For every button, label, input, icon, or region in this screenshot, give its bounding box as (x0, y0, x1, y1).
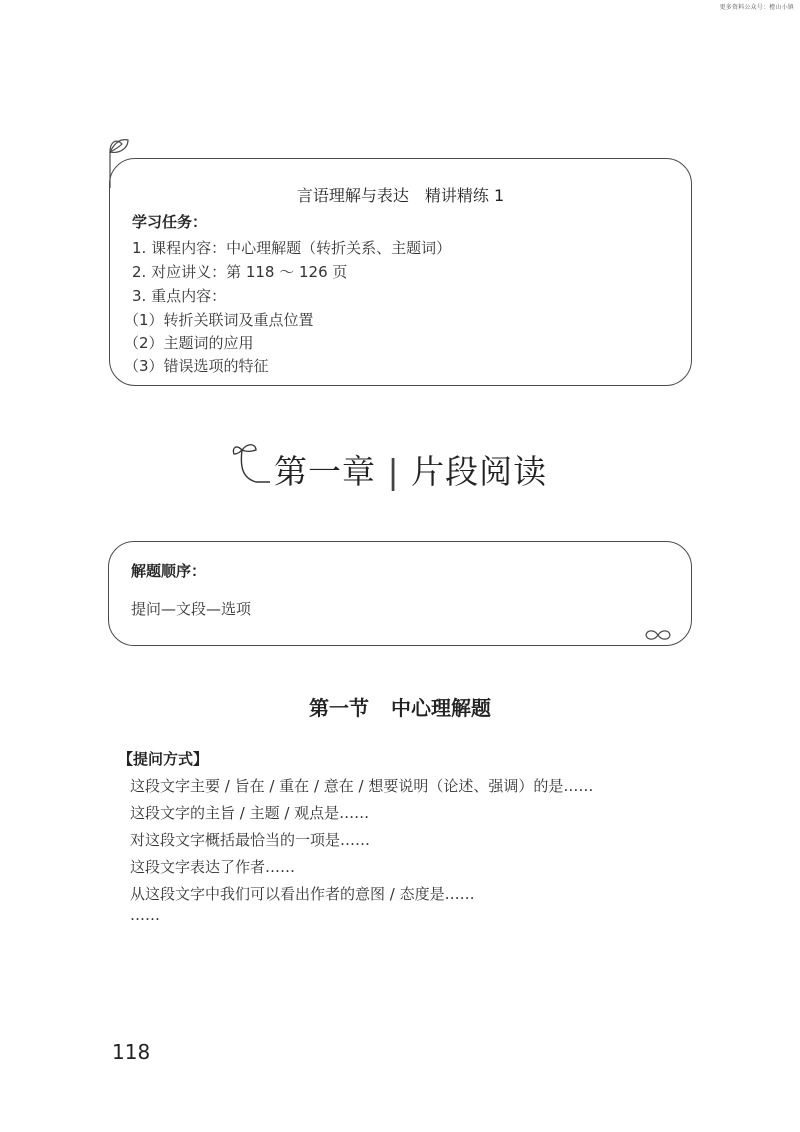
chapter-name: 片段阅读 (411, 452, 548, 491)
chapter-separator: | (387, 452, 400, 491)
ask-item: 从这段文字中我们可以看出作者的意图 / 态度是…… (130, 885, 475, 903)
section-number: 第一节 (309, 696, 369, 720)
chapter-title (274, 446, 547, 493)
leaves-icon (645, 628, 671, 642)
ask-item: 这段文字的主旨 / 主题 / 观点是…… (130, 804, 370, 822)
task-subitem: （2）主题词的应用 (124, 334, 254, 352)
section-name: 中心理解题 (391, 696, 491, 720)
order-text: 提问—文段—选项 (131, 600, 252, 618)
ask-item: 对这段文字概括最恰当的一项是…… (130, 831, 371, 849)
ask-item: …… (130, 906, 160, 924)
task-box-title: 言语理解与表达 精讲精练 1 (296, 186, 505, 205)
sprout-icon (230, 440, 274, 490)
task-subitem: （1）转折关联词及重点位置 (124, 311, 314, 329)
ask-item: 这段文字主要 / 旨在 / 重在 / 意在 / 想要说明（论述、强调）的是…… (130, 777, 594, 795)
chapter-number: 第一章 (274, 452, 376, 491)
page-number: 118 (112, 1040, 151, 1064)
task-label: 学习任务： (132, 213, 208, 231)
ask-method-label: 【提问方式】 (118, 750, 209, 768)
task-subitem: （3）错误选项的特征 (124, 357, 269, 375)
task-item: 3. 重点内容： (132, 287, 227, 305)
study-task-box (109, 158, 692, 386)
solving-order-box (108, 541, 692, 646)
watermark-text: 更多资料公众号：橙山小镇 (719, 4, 794, 11)
ask-item: 这段文字表达了作者…… (130, 858, 296, 876)
order-label: 解题顺序： (131, 562, 207, 580)
task-item: 2. 对应讲义：第 118 ～ 126 页 (132, 263, 348, 281)
task-item: 1. 课程内容：中心理解题（转折关系、主题词） (132, 239, 452, 257)
section-title (0, 692, 800, 721)
